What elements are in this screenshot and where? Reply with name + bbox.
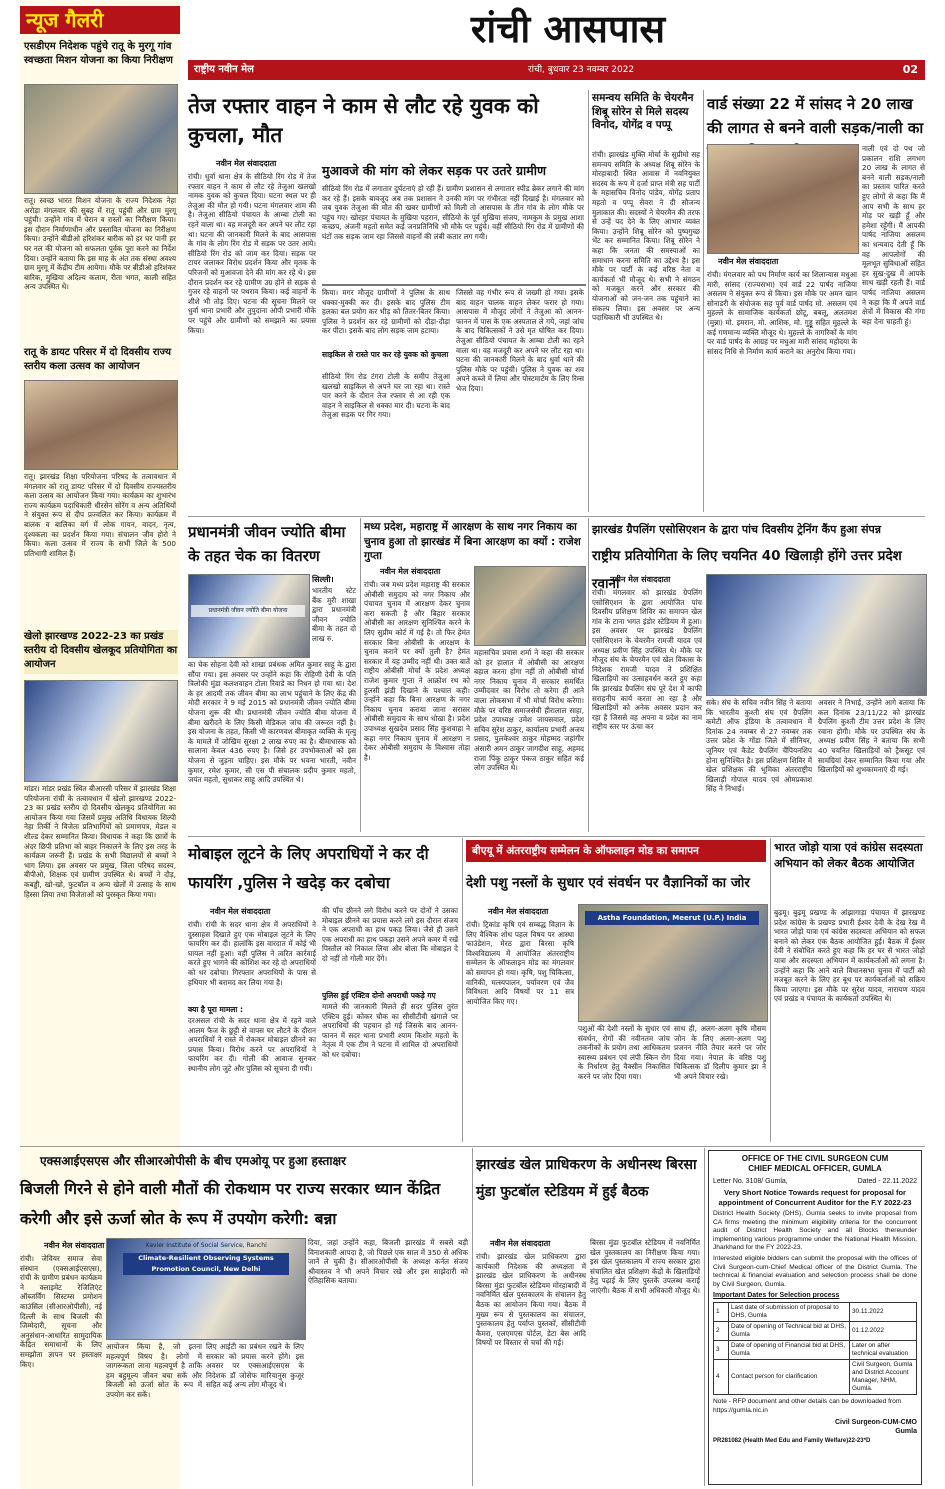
pmjjby-photo <box>188 574 310 658</box>
vet-body2: पशुओं की देशी नस्लों के सुधार एवं संवर्धन, रोगों की नवीनतम जांच तकनीकों के प्रयोग तथा आधिकतम स्वास्थ्य प्रबंधन एवं लंपी स्किन रोग के निर्धारण हेतु वैक्सीन निकासित करने पर जोर दिया गया। <box>578 1024 670 1081</box>
vet-body1: रांची। ट्रिकांड कृषि एवं सम्बद्ध विज्ञान के लिए वैश्विक शोध पहल विषय पर आस्था फाउंडेशन, मेरठ द्वारा बिरसा कृषि विश्वविद्यालय में आयोजित अंतरराष्ट्रीय सम्मेलन के ऑफलाइन मोड का मंगलवार को समापन हो गया। कृषि, पशु चिकित्सा, वानिकी, मत्स्यपालन, पर्यावरण एवं जैव विविधता आदि विषयों पर 11 सत्र आयोजित किए गए। <box>466 920 574 1006</box>
sidebar-story3-body: मांडर। मांडर प्रखंड स्थित बीआरसी परिसर में झारखंड शिक्षा परियोजना रांची के तत्वावधान में खेलो झारखण्ड 2022-23 का प्रखंड स्तरीय दो दिवसीय खेलकूद प्रतियोगिता का आयोजन किया गया जिसमें प्रमुख अतिथि विधायक शिल्पी नेहा तिर्की ने विजेता प्रतिभागियों को प्रमाणपत्र, मेडल व शील्ड देकर सम्मानित किया। विधायक ने कहा कि छात्रों के अंदर छिपी प्रतिभा को बाहर निकालने के लिए इस तरह के कार्यक्रम जरूरी हैं। प्रखंड के सभी विद्यालयों से बच्चों ने भाग लिया। इस अवसर पर प्रमुख, जिला परिषद सदस्य, बीपीओ, शिक्षक एवं ग्रामीण उपस्थित थे। बच्चों ने दौड़, कबड्डी, खो-खो, फुटबॉल व अन्य खेलों में उत्साह के साथ हिस्सा लिया तथा विजेताओं को पुरस्कृत किया गया। <box>24 784 176 899</box>
pmjjby-body: का चेक सोहना देवी को शाखा प्रबंधक अमित कुमार साहू के द्वारा सौंपा गया। इस अवसर पर उन्होंने कहा कि रोहिणी देवी के पति त्रिलोकी मुंडा कलशवाहन टोला रिवाडे का निधन हो गया था। देश के हर आदमी तक जीवन बीमा का लाभ पहुंचाने के लिए केंद्र की मोदी सरकार ने 9 मई 2015 को प्रधानमंत्री जीवन ज्योति बीमा योजना शुरू की थी। प्रधानमंत्री जीवन ज्योति बीमा योजना में बीमा खरीदने के लिए किसी मेडिकल जांच की जरूरत नहीं है। इस योजना के तहत, किसी भी कारणवश बीमाकृत व्यक्ति के मृत्यु के मामले में जोखिम सुरक्षा 2 लाख रुपए का है। बीमाधारक को सालाना केवल 436 रुपए है। जिसे हर उपभोक्ताओं को इस योजना से जुड़ना चाहिए। इस मौके पर भवना भारती, नवीन कुमार, रमेश कुमार, सी एस पी संचालक प्रदीप कुमार महतो, जयंत महतो, सुधाकर साहू आदि उपस्थित थे। <box>188 660 356 785</box>
masthead-paper-tag: राष्ट्रीय नवीन मेल <box>194 64 254 75</box>
sidebar-header: न्यूज गैलरी <box>20 6 180 34</box>
notice-pr-no: PR281082 (Health Med Edu and Family Welfare)22-23*D <box>713 1437 871 1444</box>
energy-headline: बिजली गिरने से होने वाली मौतों की रोकथाम पर राज्य सरकार ध्यान केंद्रित करेगी और इसे ऊर्जा स्रोत के रूप में उपयोग करेगी: बन्ना <box>20 1180 441 1228</box>
notice-note: Note - RFP document and other details can be downloaded from https://gumla.nic.in <box>713 1398 902 1414</box>
energy-body1: रांची। जेवियर समाज सेवा संस्थान (एक्सआईएसएस), रांची के ग्रामीण प्रबंधन कार्यक्रम ने क्लाइमेट रेजिलिएंट ऑब्जर्विंग सिस्टम्स प्रमोशन काउंसिल (सीआरओपीसी), नई दिल्ली के साथ बिजली की जिम्मेदारी, सूचना और अनुसंधान-आधारित सामुदायिक केंद्रित समाधानों के लिए समझौता ज्ञापन पर हस्ताक्षर किए। <box>20 1254 102 1369</box>
birsa-headline: झारखंड खेल प्राधिकरण के अधीनस्थ बिरसा मुंडा फुटबॉल स्टेडियम में हुई बैठक <box>476 1157 697 1200</box>
obc-headline: मध्य प्रदेश, महाराष्ट्र में आरक्षण के साथ नगर निकाय का चुनाव हुआ तो झारखंड में बिना आरक्षण का क्यों : राजेश गुप्ता <box>364 521 581 562</box>
pmjjby-headline: प्रधानमंत्री जीवन ज्योति बीमा के तहत चेक का वितरण <box>188 523 346 565</box>
notice-cell-item: Contact person for clarification <box>729 1360 850 1395</box>
sports-headline: झारखंड ग्रैपलिंग एसोसिएशन के द्वारा पांच दिवसीय ट्रेनिंग कैंप हुआ संपन्न <box>592 523 882 536</box>
obc-byline: नवीन मेल संवाददाता <box>380 567 441 576</box>
pmjjby-byline-place: सिल्ली। <box>312 575 334 584</box>
mobile-body3: की पाँच छीनने लगे विरोध करने पर दोनों ने उसका मोबाइल छीनने का प्रयास करने लगे इस दौरान संजय ने एक अपराधी का हाथ पकड़ लिया। जैसे ही उसने एक अपराधी का हाथ पकड़ा उसने अपने कमर में रखें पिस्तौल को निकाल लिया और बोला कि मोबाइल दे दो नहीं तो गोली मार देंगे। <box>322 906 458 963</box>
energy-body3: लिए आईटी का प्रबंधन रखने के लिए सरकार को प्रयास करने होंगे। इस अवसर पर एक्सआईएसएस के निदेशक डॉ जोसेफ मारियानुस कुजूर सहित कई अन्य लोग मौजूद थे। <box>206 1342 304 1390</box>
notice-sign1: Civil Surgeon-CUM-CMO <box>834 1418 917 1426</box>
lead-byline: नवीन मेल संवाददाता <box>216 159 277 168</box>
obc-photo <box>474 566 586 646</box>
lead-col3-subhead: साइकिल से रास्ते पार कर रहे युवक को कुचला <box>322 350 449 359</box>
notice-cell-no: 4 <box>714 1360 729 1395</box>
vet-byline: नवीन मेल संवाददाता <box>488 907 549 916</box>
masthead <box>188 0 925 84</box>
rt-story2-body-right: नाली एवं दो पथ जो प्रकालन राशि लगभग 20 लाख के लागत से बनने वाली सड़क/नाली का प्रस्ताव पारित करते हुए लोगों से कहा कि मैं आप सभी के साथ हर मोड़ पर खड़ी हूँ और हमेशा रहूँगी। मैं आपकी पार्षद नाजिया असलम का धन्यवाद देती हूँ कि वह आपलोगों की मूलभूत सुविधाओं सहित हर सुख-दुख में आपके साथ खड़ी रहती हैं। वार्ड पार्षद नाजिया असलम ने कहा कि मैं अपने वार्ड क्षेत्रों में विकास की गंगा बहा देना चाहती हूं। <box>862 144 925 326</box>
rt-story1-headline: समन्वय समिति के चेयरमैन शिबू सोरेन से मिले सदस्य विनोद, योगेंद्र व पप्पू <box>592 92 694 131</box>
mobile-byline: नवीन मेल संवाददाता <box>210 907 271 916</box>
energy-kicker: एक्सआईएसएस और सीआरओपीसी के बीच एमओयू पर हुआ हस्ताक्षर <box>40 1154 346 1168</box>
lead-body: रांची। धुर्वा थाना क्षेत्र के सीठियो रिंग रोड में तेज रफ्तार वाहन ने काम से लौट रहे तेजुआ खलखो नामक युवक को कुचल दिया। घटना स्थल पर ही तेजुआ की मौत हो गयी। घटना मंगलवार शाम की है। तेजुआ सीठियो पंचायत के आम्बा टोली का रहने वाला था। वह मजदूरी कर अपने घर लौट रहा था। घटना की जानकारी मिलने के बाद आसपास के गांव के लोग रिंग रोड में सड़क पर उतर आये। सीठियो रिंग रोड को जाम कर दिया। सड़क पर टायर जलाकर विरोध प्रदर्शन किया और मृतक के परिजनों को मुआवजा देने की मांग कर रहे थे। इस दौरान प्रदर्शन कर रहे ग्रामीण उग्र होने से सड़क से गुजर रहे वाहनों पर पथराव किया। कई वाहनों के शीशे भी तोड़ दिए। घटना की सूचना मिलने पर धुर्वा थाना प्रभारी और तुपुदाना ओपी प्रभारी मौके पर पहुंचे और ग्रामीणों को समझाने का प्रयास किया। <box>188 172 316 335</box>
lead-headline: तेज रफ्तार वाहन ने काम से लौट रहे युवक को कुचला, मौत <box>188 94 539 147</box>
sports-body1: रांची। मंगलवार को झारखंड ग्रेपलिंग एसोसिएशन के द्वारा आयोजित पांच दिवसीय प्रशिक्षण शिविर का समापन खेल गांव के टाना भगत इंडोर स्टेडियम में हुआ। इस अवसर पर झारखंड ग्रैपलिंग एसोसिएशन के चेयरमैन रामजी यादव एवं अध्यक्ष प्रवीण सिंह उपस्थित थे। मौके पर मौजूद संघ के चेयरमैन एवं खेल विकास के निदेशक रामजी यादव ने प्रशिक्षित खिलाड़ियों का उत्साहवर्धन करते हुए कहा कि झारखंड ग्रैपलिंग संघ पूरे देश में काफी सराहनीय कार्य करता आ रहा है और खिलाड़ियों को अनेक अवसर प्रदान कर रहा है जिससे वह अपना व प्रदेश का नाम राष्ट्रीय स्तर पर ऊंचा कर <box>592 588 702 732</box>
masthead-page-no: 02 <box>902 63 918 76</box>
notice-office1: OFFICE OF THE CIVIL SURGEON CUM <box>741 1154 889 1163</box>
energy-photo <box>106 1238 306 1340</box>
rt-story2-byline: नवीन मेल संवाददाता <box>718 257 779 266</box>
notice-cell-date: Later on after technical evaluation <box>850 1341 917 1360</box>
notice-letter-no: Letter No. 3108/ Gumla, <box>713 1178 788 1185</box>
pmjjby-body-side: भारतीय स्टेट बैंक मुरी शाखा द्वारा प्रधानमंत्री जीवन ज्योति बीमा के तहत दो लाख रु. <box>312 586 356 643</box>
masthead-title: रांची आसपास <box>470 6 666 51</box>
notice-para2: Interested eligible bidders can submit the proposal with the offices of Civil Surgeon-cum-Chief Medical officer of the District Gumla. The technical & financial evaluation and selection process shall be done by Civil Surgeon, Gumla. <box>713 1254 917 1288</box>
vet-headline: देशी पशु नस्लों के सुधार एवं संवर्धन पर वैज्ञानिकों का जोर <box>466 875 750 891</box>
vet-photo <box>578 904 768 1022</box>
notice-para1: District Health Society (DHS), Gumla seeks to invite proposal from CA firms meeting the minimum eligibility criteria for the concurrent audit of District Health Society and all Blocks thereunder implementing various programme under the National Health Mission, Jharkhand for the FY 2022-23. <box>713 1210 917 1252</box>
notice-table <box>713 1302 917 1395</box>
birsa-byline: नवीन मेल संवाददाता <box>490 1239 551 1248</box>
notice-subject: Very Short Notice Towards request for proposal for appointment of Concurrent Auditor for the F.Y 2022-23 <box>718 1188 912 1207</box>
vet-body3: साथ ही, अलग-अलग कृषि मौसम जोन के लिए अलग-अलग पशु प्रजनन नीति तैयार करने पर जोर दिया गया। नेपाल के वरिष्ठ पशु चिकित्सक डॉ दिलीप कुमार झा ने भी अपने विचार रखे। <box>674 1024 766 1081</box>
obc-body-right: महासचिव प्रवास शर्मा ने कहा की सरकार को हर हालात में ओबीसी का आरक्षण बहाल करना होगा नहीं तो ओबीसी मोर्चा नगर निकाय चुनाव में सरकार समर्थित उम्मीदवार का विरोध तो करेगा ही आने वाला लोकसभा में भी मोर्चा विरोध करेगा। मौके पर वरिष्ठ समाजसेवी हीरालाल साहा, प्रदेश उपाध्यक्ष उमेश जायसवाल, प्रदेश सचिव सुरेश ठाकुर, कार्यालय प्रभारी अजय प्रसाद, पुलकेश्वर ठाकुर मोहम्मद जहांगीर अंसारी अमन ठाकुर जागदीश साहू, अहमद राजा पिंकू ठाकुर पंकज ठाकुर सहित कई लोग उपस्थित थे। <box>474 648 584 773</box>
lead-col4: जिससे वह गंभीर रूप से जख्मी हो गया। इसके बाद वाहन चालक वाहन लेकर फरार हो गया। आसपास में मौजूद लोगों ने तेजुआ को आनन-फानन में पास के एक अस्पताल ले गये, जहां जांच के बाद चिकित्सकों ने उसे मृत घोषित कर दिया। तेजुआ सीठियो पंचायत के आम्बा टोली का रहने वाला था। वह मजदूरी कर अपने घर लौट रहा था। घटना की जानकारी मिलने के बाद धुर्वा थाने की पुलिस मौके पर पहुंची। पुलिस ने युवक का शव अपने कब्जे में लिया और पोस्टमार्टम के लिए रिम्स भेज दिया। <box>456 288 584 393</box>
sidebar-story2-photo <box>24 380 178 470</box>
rt-story2-headline: वार्ड संख्या 22 में सांसद ने 20 लाख की लागत से बनने वाली सड़क/नाली का <box>707 95 924 137</box>
energy-body2: आयोजन किया है, जो इतना महत्वपूर्ण विषय है। लोगों में जागरूकता लाना महत्वपूर्ण है ताकि हम बहुमूल्य जीवन बचा सकें और बिजली को ऊर्जा स्रोत के रूप में उपयोग कर सकें। <box>106 1342 202 1399</box>
notice-cell-no: 2 <box>714 1322 729 1341</box>
mobile-headline: मोबाइल लूटने के लिए अपराधियों ने कर दी फायरिंग ,पुलिस ने खदेड़ कर दबोचा <box>188 845 429 892</box>
notice-cell-no: 1 <box>714 1303 729 1322</box>
notice-table-row <box>714 1322 917 1341</box>
sports-body2: सके। संघ के सचिव नवीन सिंह ने बताया कि भारतीय कुश्ती संघ एवं ग्रैपलिंग कमेटी ऑफ इंडिया के तत्वावधान में दिनांक 24 नवम्बर से 27 नवम्बर तक उत्तर प्रदेश के गोंडा जिले में सीनियर, जूनियर एवं कैडेट ग्रैपलिंग चैंपियनशिप होना सुनिश्चित है। इस प्रशिक्षण शिविर में खेल प्रशिक्षक की भूमिका अंतरराष्ट्रीय खिलाड़ी गोपाल यादव एवं ओमप्रकाश सिंह ने निभाई। <box>706 698 812 794</box>
mobile-subhead: क्या है पूरा मामला : <box>188 1005 243 1014</box>
masthead-date: रांची, बुधवार 23 नवम्बर 2022 <box>528 65 635 75</box>
notice-cell-date: 01.12.2022 <box>850 1322 917 1341</box>
energy-byline: नवीन मेल संवाददाता <box>44 1241 105 1250</box>
energy-photo-banner: Climate-Resilient Observing Systems Promotion Council, New Delhi <box>123 1253 289 1275</box>
sidebar-story1-body: रातू। स्वच्छ भारत मिशन योजना के राज्य निदेशक नेहा अरोड़ा मंगलवार की सुबह में रातू पहुंची और ग्राम मुरगू पहुंची। उन्होंने गांव में घेरान व रास्तों का निरीक्षण किया। इस दौरान निर्माणाधीन और प्रस्तावित योजना का निरीक्षण किया। उन्होंने बीडीओ हरिशंकर बारीक को हर घर पानी हर घर नल की योजना को सफलता पूर्वक पूरा करने का निर्देश दिया। उन्होंने बताया कि इस माह के अंत तक संस्था अवश्य ग्राम मुरगू में केंद्रीय टीम आयेगा। मौके पर बीडीओ हरिशंकर बारिक, मुखिया अदिल्य कलाम, रीता भगत, काली सहित अन्य उपस्थित थे। <box>24 196 176 292</box>
sidebar-story1-headline: एसडीएम निदेशक पहुंचे रातू के मुरगू गांव स्वच्छता मिशन योजना का किया निरीक्षण <box>24 41 173 66</box>
birsa-body2: बिरसा मुंडा फुटबॉल स्टेडियम में नवनिर्मित खेल पुस्तकालय का निरीक्षण किया गया। इस खेल पुस्तकालय में राज्य सरकार द्वारा संचालित खेल प्रशिक्षण केंद्रों के खिलाड़ियों हेतु पढ़ाई के लिए पुस्तकें उपलब्ध कराई जाएंगी। बैठक में सभी अधिकारी मौजूद थे। <box>590 1238 700 1295</box>
lead-col3b: सीठियो रिंग रोड टंगरा टोली के समीप तेजुआ खलखो साइकिल से अपने घर जा रहा था। रास्ते पार करने के दौरान तेज रफ्तार से आ रही एक वाहन ने साइकिल से धक्का मार दी। घटना के बाद तेजुआ सड़क पर गिर गया। <box>322 372 450 420</box>
lead-subhead: मुआवजे की मांग को लेकर सड़क पर उतरे ग्रामीण <box>322 163 546 178</box>
notice-dates-title: Important Dates for Selection process <box>713 1292 840 1300</box>
notice-sign2: Gumla <box>895 1427 917 1435</box>
energy-body4: दिया, जहां उन्होंने कहा, बिजली झारखंड में सबसे बड़ी विनाशकारी आपदा है, जो पिछले एक साल में 350 से अधिक जानें ले चुकी है। सीआरओपीसी के अध्यक्ष कर्नल संजय श्रीवास्तव ने भी अपने विचार रखे और इस साझेदारी को ऐतिहासिक बताया। <box>308 1238 468 1286</box>
vet-photo-banner: Astha Foundation, Meerut (U.P.) India <box>585 911 759 925</box>
notice-dated: Dated - 22.11.2022 <box>857 1178 917 1185</box>
rt-story2-body: रांची। मंगलवार को पथ निर्माण कार्य का शिलान्यास मधुआ मारी, सांसद (राज्यसभा) एवं वार्ड 22 पार्षद नाजिया असलम ने संयुक्त रूप से किया। इस मौके पर अमन खान सोनाडरी के संयोजक सह पूर्व वार्ड पार्षद मो. असलम एवं मुहल्ले के सामाजिक कार्यकर्ता छोटू, बबलू, अलतमश (मुन्ना) मो. इमरान, मो. आशिक, मो. गुड्डू सहित मुहल्ले के कई गणमान्य व्यक्ति मौजूद थे। मुहल्ले के नागरिकों के मांग पर वार्ड पार्षद के आग्रह पर मधुआ मारी सांसद महोदया के सांसद निधि से निर्माण कार्य कराने का अनुरोध किया गया। <box>707 270 857 356</box>
sidebar-story2-body: रातू। झारखंड शिक्षा परियोजना परिषद के तत्वावधान में मंगलवार को रातू डायट परिसर में दो दिवसीय राज्यस्तरीय कला उत्सव का आयोजन किया गया। कार्यक्रम का शुभारंभ राज्य कार्यक्रम पदाधिकारी धीरसेन सोरेंग व अन्य अतिथियों ने संयुक्त रूप से दीप प्रज्वलित कर किया। कार्यक्रम में बालक व बालिका वर्ग में लोक गायन, वादन, नृत्य, दृश्यकला का प्रदर्शन किया गया। संचालन जीव होरो ने किया। कला उत्सव में राज्य के सभी जिले के 500 प्रतिभागी शामिल हैं। <box>24 472 176 558</box>
notice-cell-date: 30.11.2022 <box>850 1303 917 1322</box>
lead-col3: किया। मगर मौजूद ग्रामीणों ने पुलिस के साथ धक्का-मुक्की कर दी। इसके बाद पुलिस टीम हलका बल प्रयोग कर भीड़ को तितर-बितर किया। पुलिस ने प्रदर्शन कर रहे ग्रामीणों को दौड़ा-दौड़ा कर पीटा। इसके बाद लोग सड़क जाम हटाया। <box>322 288 450 336</box>
sports-byline: नवीन मेल संवाददाता <box>610 575 671 584</box>
notice-cell-no: 3 <box>714 1341 729 1360</box>
sports-photo <box>706 574 927 696</box>
energy-photo-top: Xavier Institute of Social Service, Ranchi <box>145 1242 267 1249</box>
lead-photo <box>322 284 586 286</box>
vet-kicker: बीएयू में अंतरराष्ट्रीय सम्मेलन के ऑफलाइन मोड का समापन <box>466 840 766 862</box>
sidebar-story2-headline: रातू के डायट परिसर में दो दिवसीय राज्य स्तरीय कला उत्सव का आयोजन <box>24 347 172 372</box>
congress-body: बुढ़मू। बुढ़मू प्रखण्ड के आंझागाड़ा पंचायत में झारखण्ड प्रदेश कांग्रेस के प्रखण्ड प्रभारी ईश्वर देवी के देख रेख में भारत जोड़ो यात्रा एवं कांग्रेस सदस्यता अभियान को सफल बनाने को लेकर एक बैठक आयोजित हुई। बैठक में ईश्वर देवी ने संबोधित करते हुए कहा कि हर घर से भारत जोड़ो यात्रा और सदस्यता अभियान में कार्यकर्ताओं को लगना है। उन्होंने कहा कि आने वाले विधानसभा चुनाव में पार्टी को मजबूत करने के लिए हर बूथ पर कार्यकर्ताओं को सक्रिय किया जाएगा। इस मौके पर सुरेश यादव, नारायण यादव एवं प्रखंड व पंचायत के कार्यकर्ता उपस्थित थे। <box>774 908 925 1004</box>
mobile-body1: रांची। रांची के सदर थाना क्षेत्र में अपराधियों ने दुस्साहस दिखाते हुए एक मोबाइल लूटने के लिए फायरिंग कर दी। हालांकि इस वारदात में कोई भी घायल नहीं हुआ। वहीं पुलिस ने त्वरित कार्रवाई करते हुए भागने की कोशिश कर रहे दो अपराधियों को धर दबोचा। गिरफ्तार अपराधियों के पास से हथियार भी बरामद कर लिया गया है। <box>188 920 316 987</box>
obc-body-left: रांची। जब मध्य प्रदेश महाराष्ट्र की सरकार ओबीसी समुदाय को नगर निकाय और पंचायत चुनाव में आरक्षण देकर चुनाव करा सकती है और बिहार सरकार ओबीसी का आरक्षण सुनिश्चित करने के लिए सुप्रीम कोर्ट में गई है। तो फिर हेमंत सरकार बिना ओबीसी के आरक्षण के चुनाव कराने पर क्यों तुली है? हेमंत सरकार में यह उम्मीद नहीं थी। उक्त बातें राष्ट्रीय ओबीसी मोर्चा के प्रदेश अध्यक्ष राजेश कुमार गुप्ता ने आक्रोश रथ को हुलसी झंडी दिखाने के पश्चात कही। उन्होंने कहा कि बिना आरक्षण के नगर निकाय चुनाव कराया जाना सरासर ओबीसी समुदाय के साथ धोखा है। प्रदेश उपाध्यक्ष सुखदेव प्रसाद सिंह कुशवाहा ने कहा नगर निकाय चुनाव में आरक्षण न देकर ओबीसी समुदाय के विश्वास तोड़ा है। <box>364 580 470 762</box>
sidebar-story1-photo <box>24 84 178 194</box>
mobile-body2: दरअसल रांची के सदर थाना क्षेत्र में रहने वाले आलम फैज के छुट्टी से वापस घर लौटने के दौरान अपराधियों ने रास्ते में रोककर मोबाइल छीनने का प्रयास किया। विरोध करने पर अपराधियों ने फायरिंग कर दी। गोली की आवाज सुनकर स्थानीय लोग जुटे और पुलिस को सूचना दी गयी। <box>188 1016 316 1073</box>
mobile-body4: मामले की जानकारी मिलते ही सदर पुलिस तुरंत एक्टिव हुई। कोकर चौक का सीसीटीवी खंगाले पर अपराधियों की पहचान हो गई जिसके बाद आनन-फानन में सदर थाना प्रभारी श्याम किशोर महतो के नेतृत्व में एक टीम ने घटना में शामिल दो अपराधियों को धर दबोचा। <box>322 1002 458 1059</box>
sports-body3: अवसर ने निभाई, उन्होंने आगे बताया कि कल दिनांक 23/11/22 को झारखंड ग्रैपलिंग कुश्ती टीम उत्तर प्रदेश के लिए रवाना होगी। मौके पर उपस्थित संघ के अध्यक्ष प्रवीण सिंह ने बताया कि सभी 40 चयनित खिलाड़ियों को ट्रैकसूट एवं सामग्रियां देकर सम्मानित किया गया और खिलाड़ियों को शुभकामनाएं दी गई। <box>818 698 925 775</box>
sidebar-story3-headline: खेलो झारखण्ड 2022-23 का प्रखंड स्तरीय दो दिवसीय खेलकूद प्रतियोगिता का आयोजन <box>24 630 178 674</box>
notice-table-row <box>714 1303 917 1322</box>
rt-story1-body: रांची। झारखंड मुक्ति मोर्चा के सुप्रीमो सह समन्वय समिति के अध्यक्ष शिबू सोरेन के मोरहाबादी स्थित आवास में नवनियुक्त सदस्य के रूप में दर्जा प्राप्त मंत्री सह पार्टी के महासचिव विनोद पांडेय, योगेंद्र प्रताप महतो व पप्पू सेवरा ने दी सौजन्य मुलाकात की। सदस्यों ने चेयरमैन की तरफ से उन्हें पद देने के लिए आभार व्यक्त किया। उन्होंने शिबू सोरेन को पुष्पगुच्छ भेंट कर सम्मानित किया। शिबू सोरेन ने कहा कि जनता की समस्याओं का समाधान करना समिति का उद्देश्य है। इस मौके पर पार्टी के कई वरिष्ठ नेता व कार्यकर्ता भी मौजूद थे। सभी ने संगठन को मजबूत करने और सरकार की योजनाओं को जन-जन तक पहुंचाने का संकल्प लिया। इस अवसर पर अन्य पदाधिकारी भी उपस्थित थे। <box>592 150 700 323</box>
birsa-body1: रांची। झारखंड खेल प्राधिकरण द्वारा कार्यकारी निदेशक की अध्यक्षता में झारखंड खेल प्राधिकरण के अधीनस्थ बिरसा मुंडा फुटबॉल स्टेडियम मोरहाबादी में नवनिर्मित खेल पुस्तकालय के संचालन हेतु बैठक का आयोजन किया गया। बैठक में मुख्य रूप से पुस्तकालय का संचालन, पुस्तकालय हेतु पर्याप्त पुस्तकों, सीसीटीवी कैमरा, एलएमएस पोर्टल, डेटा बेस आदि विषयों पर विस्तार से चर्चा की गई। <box>476 1252 586 1348</box>
mobile-subhead2: पुलिस हुई एक्टिव दोनो अपराधी पकड़े गए <box>322 991 436 1000</box>
notice-cell-item: Last date of submission of proposal to DHS, Gumla <box>729 1303 850 1322</box>
notice-cell-date: Civil Surgeon, Gumla and District Account Manager, NHM, Gumla. <box>850 1360 917 1395</box>
tender-notice <box>708 1150 922 1485</box>
congress-headline: भारत जोड़ो यात्रा एवं कांग्रेस सदस्यता अभियान को लेकर बैठक आयोजित <box>774 841 923 870</box>
notice-cell-item: Date of opening of Technical bid at DHS, Gumla <box>729 1322 850 1341</box>
notice-cell-item: Date of opening of Financial bid at DHS, Gumla <box>729 1341 850 1360</box>
notice-table-row <box>714 1360 917 1395</box>
pmjjby-photo-caption: प्रधानमंत्री जीवन ज्योति बीमा योजना <box>191 605 305 617</box>
sports-headline2: राष्ट्रीय प्रतियोगिता के लिए चयनित 40 खिलाड़ी होंगे उत्तर प्रदेश रवाना <box>592 548 902 592</box>
rt-story2-photo <box>707 144 859 254</box>
notice-office2: CHIEF MEDICAL OFFICER, GUMLA <box>748 1164 882 1173</box>
notice-table-row <box>714 1341 917 1360</box>
sidebar-story3-photo <box>24 680 178 782</box>
lead-body2: सीठियो रिंग रोड में लगातार दुर्घटनाएं हो रही हैं। ग्रामीण प्रशासन से लगातार स्पीड ब्रेकर लगाने की मांग कर रहे हैं। इसके बावजूद अब तक प्रशासन ने उनकी मांग पर गंभीरता नहीं दिखाई है। मंगलवार को जब युवक तेजुआ की मौत की खबर ग्रामीणों को मिली तो आसपास के तीन गांव के लोग मौके पर पहुंच गए। खोरहर पंचायत के मुखिया पहरान, सीठियो के पूर्व मुखिया संजय, नामकुम के प्रमुख आशा कच्छप, अंजनी महतो समेत कई जनप्रतिनिधि भी मौके पर पहुंचे। वहीं सीठियो रिंग रोड में ग्रामीणों की घंटों तक सड़क जाम रहा जिससे वाहनों की लंबी कतार लग गयी। <box>322 184 584 241</box>
